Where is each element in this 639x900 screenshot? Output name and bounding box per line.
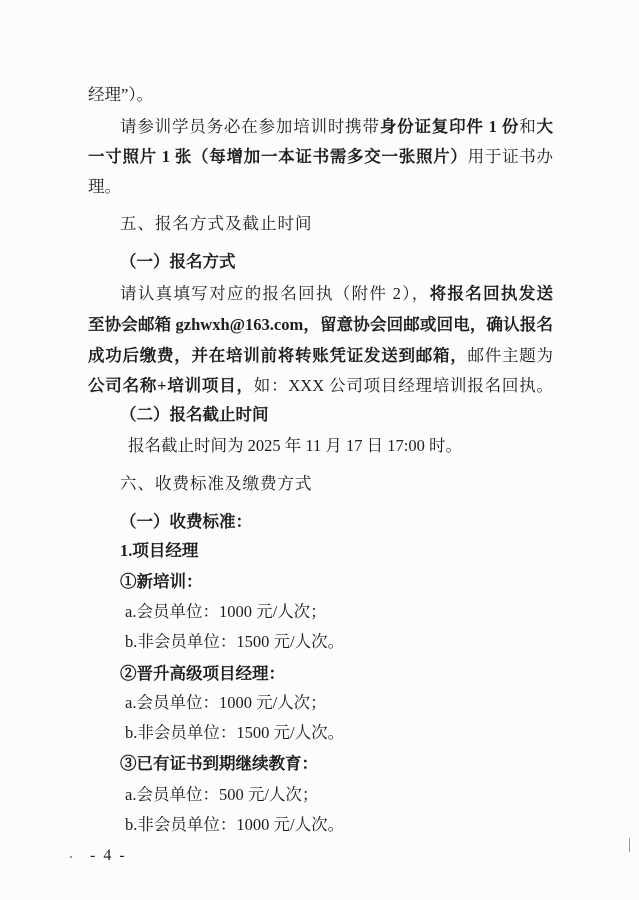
section-6-heading xyxy=(120,474,313,494)
section-5-heading xyxy=(120,214,313,234)
member-fee xyxy=(125,602,327,622)
fee-item-title xyxy=(120,754,318,774)
scan-speck xyxy=(70,856,72,858)
subsection-heading-text: （一）报名方式 xyxy=(120,252,236,271)
id-copy-emphasis: 身份证复印件 1 份 xyxy=(379,117,520,136)
member-fee xyxy=(125,785,318,805)
non-member-fee xyxy=(125,815,344,835)
subject-format-emphasis: 公司名称+培训项目， xyxy=(88,376,254,395)
section-heading-text: 五、报名方式及截止时间 xyxy=(120,214,313,233)
category-text: 1.项目经理 xyxy=(120,541,199,560)
notice-text: 理。 xyxy=(88,177,121,196)
fee-item-title-text: ①新培训： xyxy=(120,572,203,591)
page-number-text: - 4 - xyxy=(90,847,127,864)
deadline-line xyxy=(128,436,462,456)
notice-line-1 xyxy=(120,117,553,137)
non-member-fee xyxy=(125,723,344,743)
fee-standard-heading xyxy=(120,512,252,532)
method-text: 请认真填写对应的报名回执（附件 2）， xyxy=(120,284,430,303)
photo-emphasis: 一寸照片 1 张（每增加一本证书需多交一张照片） xyxy=(88,147,468,166)
method-line-4 xyxy=(88,376,553,396)
photo-emphasis: 大 xyxy=(536,117,553,136)
method-line-1 xyxy=(120,284,553,304)
fee-item-title xyxy=(120,664,285,684)
non-member-fee-text: b.非会员单位：1500 元/人次。 xyxy=(125,632,345,651)
notice-line-2 xyxy=(88,147,553,167)
member-fee-text: a.会员单位：500 元/人次； xyxy=(125,785,319,804)
method-emphasis: 将报名回执发送 xyxy=(429,284,553,303)
notice-text: 请参训学员务必在参加培训时携带 xyxy=(120,117,380,136)
non-member-fee-text: b.非会员单位：1000 元/人次。 xyxy=(125,815,345,834)
section-heading-text: 六、收费标准及缴费方式 xyxy=(120,474,313,493)
subsection-heading-text: （二）报名截止时间 xyxy=(120,405,269,424)
method-text: 如：XXX 公司项目经理培训报名回执。 xyxy=(253,376,553,395)
fee-item-title xyxy=(120,572,203,592)
notice-line-3 xyxy=(88,177,121,197)
fee-category xyxy=(120,541,198,561)
deadline-heading xyxy=(120,405,269,425)
registration-method-heading xyxy=(120,252,236,272)
deadline-text: 报名截止时间为 2025 年 11 月 17 日 17:00 时。 xyxy=(128,436,462,455)
method-text: 邮件主题为 xyxy=(467,346,553,365)
method-line-3 xyxy=(88,346,553,366)
continuation-line xyxy=(88,85,153,105)
scan-edge-mark xyxy=(629,838,630,852)
method-line-2 xyxy=(88,315,553,335)
member-fee-text: a.会员单位：1000 元/人次； xyxy=(125,693,327,712)
email-instruction-emphasis: 至协会邮箱 gzhwxh@163.com，留意协会回邮或回电，确认报名 xyxy=(88,315,553,334)
payment-emphasis: 成功后缴费，并在培训前将转账凭证发送到邮箱， xyxy=(88,346,468,365)
page-number xyxy=(90,846,127,866)
member-fee xyxy=(125,693,327,713)
continuation-text: 经理”）。 xyxy=(88,85,154,104)
subsection-heading-text: （一）收费标准： xyxy=(120,512,252,531)
member-fee-text: a.会员单位：1000 元/人次； xyxy=(125,602,327,621)
non-member-fee-text: b.非会员单位：1500 元/人次。 xyxy=(125,723,345,742)
fee-item-title-text: ③已有证书到期继续教育： xyxy=(120,754,318,773)
notice-text: 和 xyxy=(519,117,537,136)
notice-text: 用于证书办 xyxy=(467,147,553,166)
fee-item-title-text: ②晋升高级项目经理： xyxy=(120,664,285,683)
non-member-fee xyxy=(125,632,344,652)
